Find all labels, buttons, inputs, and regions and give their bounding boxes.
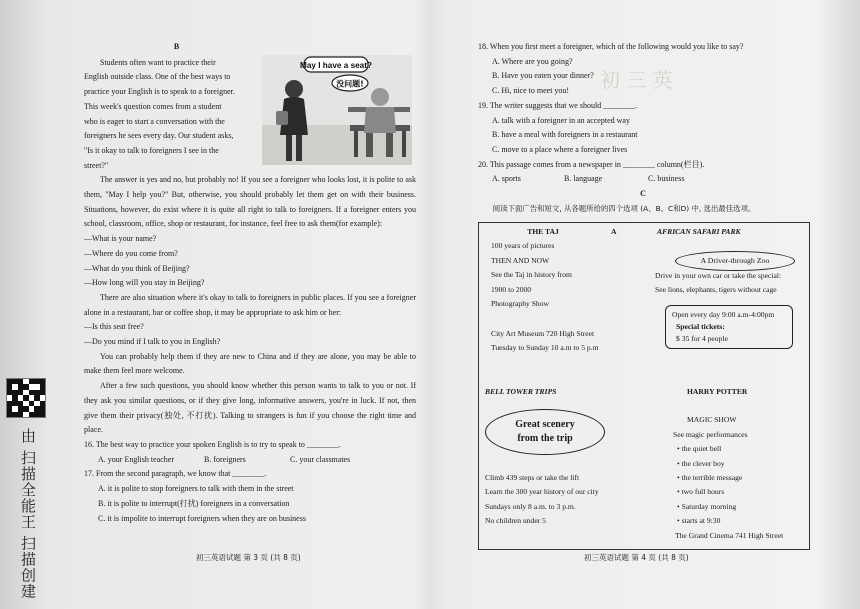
ad-bell-lines bbox=[485, 471, 599, 529]
passage-b-intro bbox=[84, 56, 269, 174]
section-c-instruction: 阅读下面广告和短文, 从各题所给的四个选项 (A、B、C和D) 中, 选出最佳选项。 bbox=[492, 203, 756, 213]
ad-title: THE TAJ bbox=[527, 227, 559, 236]
page-footer-right: 初三英语试题 第 4 页 (共 8 页) bbox=[584, 553, 689, 562]
option-a: A. talk with a foreigner in an accepted way bbox=[492, 115, 630, 125]
list-item: • the terrible message bbox=[677, 471, 797, 485]
paragraph-3: You can probably help them if they are new to China and if they are alone, you may be able to make them feel more welcome. bbox=[84, 351, 416, 376]
example-question: —How long will you stay in Beijing? bbox=[84, 278, 205, 288]
option-c: C. Hi, nice to meet you! bbox=[492, 86, 570, 96]
ad-line: See lions, elephants, tigers without cage bbox=[655, 285, 777, 295]
list-item: • Saturday morning bbox=[677, 500, 797, 514]
intro-line: who is eager to start a conversation with the bbox=[84, 116, 225, 126]
ad-taj-footer bbox=[491, 327, 599, 356]
ad-line: 100 years of pictures bbox=[491, 241, 555, 251]
ad-line: Learn the 300 year history of our city bbox=[485, 487, 599, 497]
ad-line: 1900 to 2000 bbox=[491, 284, 532, 294]
option-a: A. it is polite to stop foreigners to talk with them in the street bbox=[98, 484, 294, 494]
list-item: • two full hours bbox=[677, 485, 797, 499]
right-page bbox=[478, 40, 808, 216]
intro-line: street?" bbox=[84, 160, 109, 170]
ad-line: $ 35 for 4 people bbox=[676, 334, 728, 343]
advertisements-box bbox=[478, 222, 810, 550]
ad-line: Photography Show bbox=[491, 299, 550, 309]
intro-line: Students often want to practice their bbox=[100, 57, 216, 67]
ad-line: Special tickets: bbox=[676, 322, 725, 331]
option-c: C. your classmates bbox=[290, 454, 351, 464]
ad-line: Open every day 9:00 a.m-4:00pm bbox=[672, 310, 775, 319]
option-a: A. your English teacher bbox=[98, 454, 174, 464]
question-19: 19. The writer suggests that we should ________. bbox=[478, 100, 638, 110]
list-item: • starts at 9:30 bbox=[677, 514, 797, 528]
ad-safari-title: AFRICAN SAFARI PARK bbox=[657, 227, 741, 236]
bubble-english: May I have a seat? bbox=[300, 61, 372, 70]
ad-safari-ticket-box bbox=[665, 305, 793, 349]
ad-line: No children under 5 bbox=[485, 516, 546, 526]
intro-line: practice your English is to speak to a foreigner. bbox=[84, 87, 235, 97]
list-item: • the quiet bell bbox=[677, 442, 797, 456]
ad-bell-title: BELL TOWER TRIPS bbox=[485, 387, 557, 396]
ad-oval-line: Great scenery bbox=[515, 419, 575, 430]
ad-letter-a: A bbox=[611, 227, 617, 236]
option-b: B. foreigners bbox=[204, 454, 246, 464]
qr-code-icon bbox=[6, 378, 46, 418]
section-b-heading: B bbox=[173, 42, 180, 51]
option-c: C. move to a place where a foreigner lives bbox=[492, 144, 628, 154]
option-c: C. it is impolite to interrupt foreigners when they are on business bbox=[98, 513, 306, 523]
ad-oval-line: from the trip bbox=[517, 433, 573, 444]
intro-line: "Is it okay to talk to foreigners I see in the bbox=[84, 145, 219, 155]
ad-line: Sundays only 8 a.m. to 3 p.m. bbox=[485, 501, 576, 511]
ad-line: THEN AND NOW bbox=[491, 255, 550, 265]
section-c-heading: C bbox=[640, 189, 646, 199]
example-question: —What do you think of Beijing? bbox=[84, 263, 190, 273]
page-footer-left: 初三英语试题 第 3 页 (共 8 页) bbox=[196, 553, 301, 562]
ad-potter-address: The Grand Cinema 741 High Street bbox=[675, 531, 784, 540]
option-c: C. business bbox=[648, 174, 685, 184]
ad-safari-oval: A Driver-through Zoo bbox=[675, 251, 795, 271]
option-b: B. Have you eaten your dinner? bbox=[492, 71, 594, 81]
ad-line: Climb 439 steps or take the lift bbox=[485, 473, 580, 482]
bubble-chinese: 没问题! bbox=[336, 79, 364, 89]
example-question: —What is your name? bbox=[84, 234, 157, 244]
ad-line: See magic performances bbox=[673, 429, 748, 439]
ad-taj bbox=[491, 225, 641, 311]
example-question: —Do you mind if I talk to you in English? bbox=[84, 337, 221, 347]
ad-potter-list bbox=[667, 442, 797, 528]
option-b: B. language bbox=[564, 174, 603, 184]
ad-line: Tuesday to Sunday 10 a.m to 5 p.m bbox=[491, 343, 599, 353]
question-18: 18. When you first meet a foreigner, which of the following would you like to say? bbox=[478, 42, 744, 51]
ad-title: HARRY POTTER bbox=[687, 387, 748, 396]
list-item: • the clever boy bbox=[677, 457, 797, 471]
example-question: —Where do you come from? bbox=[84, 248, 178, 258]
paragraph-4: After a few such questions, you should know whether this person wants to talk to you or not. If they ask you similar questions, or if they give long, informative answers, you're in luck. If not, then give them their privacy(独处, 不打扰). Talking to strangers is fun if you choose the right time and place. bbox=[84, 381, 416, 435]
scanner-watermark-text: 由 扫描全能王 扫描创建 bbox=[19, 428, 37, 600]
ad-potter bbox=[667, 385, 797, 529]
ad-line: Drive in your own car or take the special: bbox=[655, 271, 782, 280]
ad-line: City Art Museum 720 High Street bbox=[491, 329, 595, 338]
question-17: 17. From the second paragraph, we know that ________. bbox=[84, 469, 267, 479]
question-16-options bbox=[84, 453, 416, 468]
paragraph-1: The answer is yes and no, but probably no! If you see a foreigner who looks lost, it is polite to ask them, "May I help you?" But, otherwise, you should probably let them get on with their business. Situations, however, do exist where it is quite all right to talk to foreigners. If a foreigner enters you school, classroom, office, shop or restaurant, for instance, feel free to ask them(for example): bbox=[84, 175, 416, 229]
question-20-options bbox=[478, 172, 808, 187]
ad-bell-oval bbox=[485, 409, 605, 455]
question-16: 16. The best way to practice your spoken English is to try to speak to ________. bbox=[84, 439, 341, 449]
option-b: B. it is polite to interrupt(打扰) foreigners in a conversation bbox=[98, 498, 290, 508]
intro-line: foreigners he sees every day. Our student asks, bbox=[84, 131, 234, 141]
paragraph-2: There are also situation where it's okay to talk to foreigners in public places. If you see a foreigner alone in a restaurant, bar or coffee shop, it may be appropriate to ask him or her: bbox=[84, 292, 416, 317]
example-question: —Is this seat free? bbox=[84, 322, 144, 332]
ad-line: See the Taj in history from bbox=[491, 270, 572, 280]
option-b: B. have a meal with foreigners in a restaurant bbox=[492, 130, 638, 140]
intro-line: English outside class. One of the best ways to bbox=[84, 72, 231, 82]
option-a: A. sports bbox=[492, 174, 521, 184]
bleed-through-mark: 初 三 英 bbox=[600, 68, 673, 92]
intro-line: This week's question comes from a student bbox=[84, 101, 222, 111]
ad-subtitle: MAGIC SHOW bbox=[687, 415, 737, 425]
ad-safari-lines bbox=[655, 269, 781, 298]
cartoon-illustration bbox=[262, 55, 412, 165]
option-a: A. Where are you going? bbox=[492, 56, 573, 66]
question-20: 20. This passage comes from a newspaper in ________ column(栏目). bbox=[478, 159, 705, 169]
